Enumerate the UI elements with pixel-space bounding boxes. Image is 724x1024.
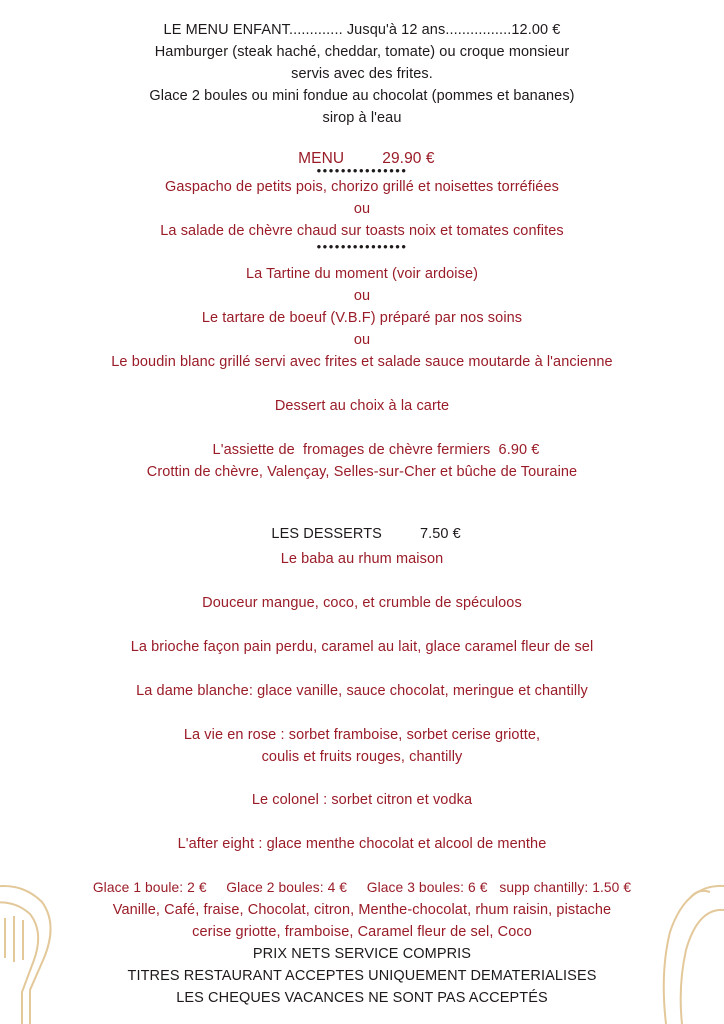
dessert-item: coulis et fruits rouges, chantilly: [261, 749, 463, 765]
starter-item: Gaspacho de petits pois, chorizo grillé et noisettes torréfiées: [165, 179, 559, 195]
main-item: Le tartare de boeuf (V.B.F) préparé par nos soins: [201, 310, 523, 326]
footer-note: TITRES RESTAURANT ACCEPTES UNIQUEMENT DEMATERIALISES: [127, 968, 597, 984]
dessert-item: La brioche façon pain perdu, caramel au lait, glace caramel fleur de sel: [130, 639, 594, 655]
kids-menu-line: sirop à l'eau: [322, 110, 402, 126]
dessert-item: Le baba au rhum maison: [280, 551, 444, 567]
desserts-title: LES DESSERTS: [271, 526, 382, 542]
or-divider: ou: [353, 201, 371, 217]
main-item: La Tartine du moment (voir ardoise): [245, 266, 479, 282]
kids-menu-line: Glace 2 boules ou mini fondue au chocolat (pommes et bananes): [149, 88, 575, 104]
dessert-choice: Dessert au choix à la carte: [274, 398, 450, 414]
ice-cream-flavors: Vanille, Café, fraise, Chocolat, citron, Menthe-chocolat, rhum raisin, pistache: [112, 902, 612, 918]
ice-cream-flavors: cerise griotte, framboise, Caramel fleur de sel, Coco: [192, 924, 532, 940]
dessert-item: Le colonel : sorbet citron et vodka: [251, 792, 473, 808]
cheese-list: Crottin de chèvre, Valençay, Selles-sur-Cher et bûche de Touraine: [146, 464, 578, 480]
separator-dots: •••••••••••••••: [316, 239, 408, 254]
desserts-price: 7.50 €: [419, 526, 461, 542]
starter-item: La salade de chèvre chaud sur toasts noix et tomates confites: [160, 223, 564, 239]
cheese-plate: L'assiette de fromages de chèvre fermiers 6.90 €: [212, 442, 540, 458]
dessert-item: Douceur mangue, coco, et crumble de spéculoos: [202, 595, 522, 611]
menu-price: 29.90 €: [382, 150, 435, 167]
kids-menu-line: servis avec des frites.: [291, 66, 433, 82]
footer-note: PRIX NETS SERVICE COMPRIS: [252, 946, 472, 962]
dessert-item: L'after eight : glace menthe chocolat et alcool de menthe: [177, 836, 547, 852]
or-divider: ou: [353, 288, 371, 304]
footer-note: LES CHEQUES VACANCES NE SONT PAS ACCEPTÉS: [176, 990, 548, 1006]
kids-menu-line: Hamburger (steak haché, cheddar, tomate) ou croque monsieur: [154, 44, 570, 60]
desserts-heading: [0, 507, 724, 543]
ice-cream-prices: Glace 1 boule: 2 € Glace 2 boules: 4 € Glace 3 boules: 6 € supp chantilly: 1.50 €: [92, 880, 632, 895]
menu-title: MENU: [298, 150, 345, 167]
main-item: Le boudin blanc grillé servi avec frites et salade sauce moutarde à l'ancienne: [111, 354, 613, 370]
dessert-item: La dame blanche: glace vanille, sauce chocolat, meringue et chantilly: [136, 683, 588, 699]
or-divider: ou: [353, 332, 371, 348]
separator-dots: •••••••••••••••: [316, 163, 408, 178]
kids-menu-title: LE MENU ENFANT............. Jusqu'à 12 ans................12.00 €: [163, 22, 561, 38]
dessert-item: La vie en rose : sorbet framboise, sorbet cerise griotte,: [183, 727, 541, 743]
